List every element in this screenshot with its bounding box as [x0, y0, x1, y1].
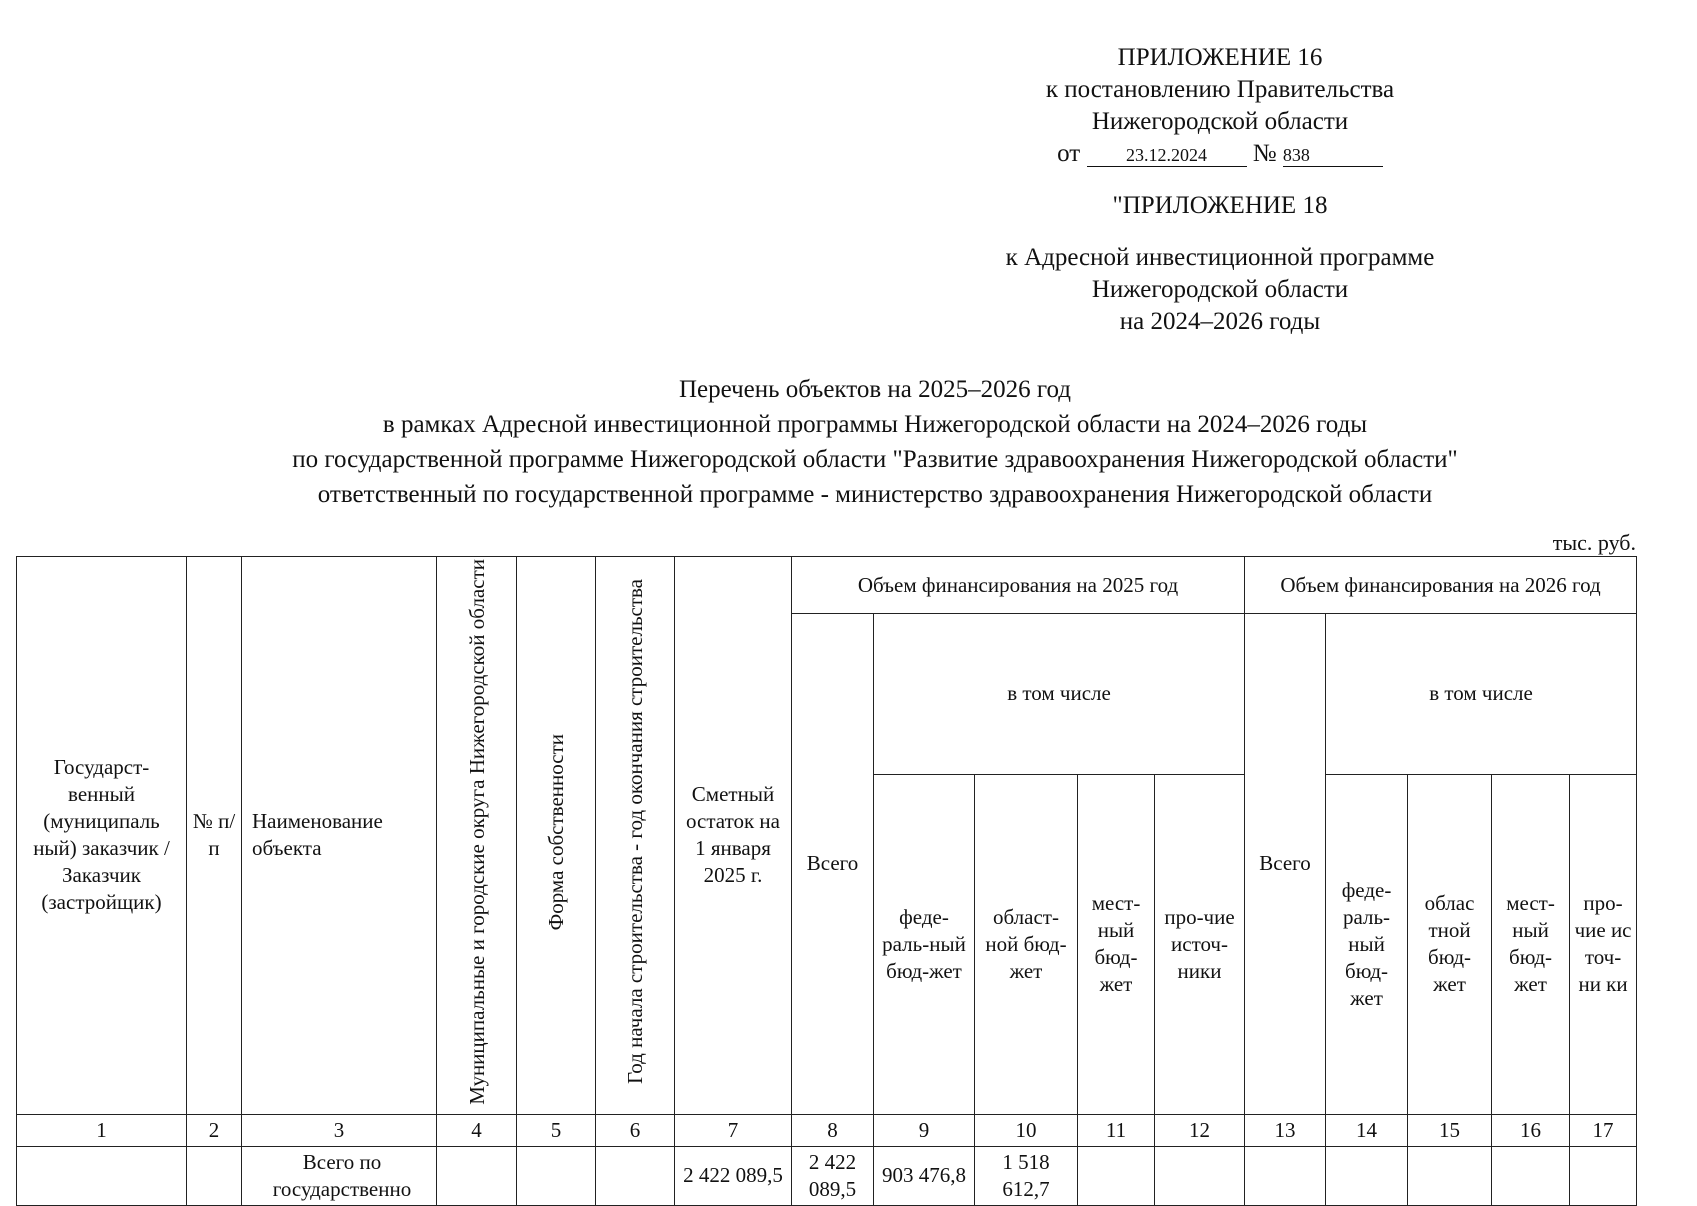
- header-ownership-text: Форма собственности: [544, 733, 568, 931]
- header-other-2025: про-чие источ-ники: [1155, 774, 1245, 1114]
- cell-total-2025: 2 422 089,5: [792, 1146, 874, 1205]
- cell-object-name: Всего по государственно: [242, 1146, 437, 1205]
- header-num: № п/п: [187, 557, 242, 1115]
- table-row: [17, 1146, 1637, 1205]
- appendix-number: 838: [1283, 144, 1383, 167]
- cell-municipal: [437, 1146, 517, 1205]
- appendix-title: ПРИЛОЖЕНИЕ 16: [1117, 44, 1323, 71]
- title-line-1: Перечень объектов на 2025–2026 год: [678, 376, 1072, 403]
- header-local-2025: мест-ный бюд-жет: [1078, 774, 1155, 1114]
- cell-regional-2026: [1408, 1146, 1492, 1205]
- col-num: 6: [596, 1114, 675, 1146]
- col-num: 8: [792, 1114, 874, 1146]
- cell-local-2025: [1078, 1146, 1155, 1205]
- appendix-line-2: Нижегородской области: [1091, 108, 1349, 135]
- header-estimate: Сметный остаток на 1 января 2025 г.: [675, 557, 792, 1115]
- cell-estimate: 2 422 089,5: [675, 1146, 792, 1205]
- col-num: 11: [1078, 1114, 1155, 1146]
- col-num: 12: [1155, 1114, 1245, 1146]
- header-fin-2025: Объем финансирования на 2025 год: [792, 557, 1245, 614]
- col-num: 2: [187, 1114, 242, 1146]
- header-local-2026: мест-ный бюд-жет: [1492, 774, 1570, 1114]
- header-total-2026: Всего: [1245, 614, 1326, 1115]
- appendix2-block: [960, 242, 1480, 338]
- col-num: 9: [874, 1114, 975, 1146]
- cell-regional-2025: 1 518 612,7: [975, 1146, 1078, 1205]
- col-num: 15: [1408, 1114, 1492, 1146]
- title-line-2: в рамках Адресной инвестиционной программы Нижегородской области на 2024–2026 годы: [382, 411, 1368, 438]
- header-years: [596, 557, 675, 1115]
- appendix-date: 23.12.2024: [1087, 144, 1247, 167]
- header-customer: Государст-венный (муниципаль ный) заказчик / Заказчик (застройщик): [17, 557, 187, 1115]
- header-ownership: [517, 557, 596, 1115]
- title-line-3: по государственной программе Нижегородской области "Развитие здравоохранения Нижегородской области": [292, 446, 1458, 473]
- col-num: 10: [975, 1114, 1078, 1146]
- header-municipal-text: Муниципальные и городские округа Нижегородской области: [464, 559, 489, 1105]
- appendix2-line-3: на 2024–2026 годы: [1119, 308, 1321, 335]
- document-title: [150, 372, 1600, 512]
- col-num: 3: [242, 1114, 437, 1146]
- col-num: 1: [17, 1114, 187, 1146]
- col-num: 4: [437, 1114, 517, 1146]
- cell-federal-2025: 903 476,8: [874, 1146, 975, 1205]
- number-label: №: [1252, 140, 1277, 167]
- col-num: 5: [517, 1114, 596, 1146]
- header-municipal: [437, 557, 517, 1115]
- column-number-row: [17, 1114, 1637, 1146]
- header-federal-2026: феде-раль-ный бюд-жет: [1326, 774, 1408, 1114]
- appendix2-line-1: к Адресной инвестиционной программе: [1005, 244, 1435, 271]
- header-object-name: Наименование объекта: [242, 557, 437, 1115]
- cell-total-2026: [1245, 1146, 1326, 1205]
- cell-ownership: [517, 1146, 596, 1205]
- col-num: 7: [675, 1114, 792, 1146]
- col-num: 16: [1492, 1114, 1570, 1146]
- appendix-block: [1000, 42, 1440, 170]
- col-num: 14: [1326, 1114, 1408, 1146]
- cell-num: [187, 1146, 242, 1205]
- appendix-date-line: [1000, 138, 1440, 170]
- appendix2-title: "ПРИЛОЖЕНИЕ 18: [1112, 192, 1328, 219]
- header-total-2025: Всего: [792, 614, 874, 1115]
- appendix2-line-2: Нижегородской области: [1091, 276, 1349, 303]
- appendix2-title-block: [1000, 190, 1440, 222]
- title-line-4: ответственный по государственной программе - министерство здравоохранения Нижегородской области: [317, 481, 1433, 508]
- units-label: тыс. руб.: [1552, 530, 1636, 555]
- col-num: 17: [1570, 1114, 1637, 1146]
- cell-federal-2026: [1326, 1146, 1408, 1205]
- header-regional-2026: облас тной бюд-жет: [1408, 774, 1492, 1114]
- cell-other-2025: [1155, 1146, 1245, 1205]
- from-label: от: [1057, 140, 1081, 167]
- header-years-text: Год начала строительства - год окончания строительства: [623, 579, 647, 1085]
- appendix-line-1: к постановлению Правительства: [1045, 76, 1395, 103]
- cell-other-2026: [1570, 1146, 1637, 1205]
- header-including-2025: в том числе: [874, 614, 1245, 775]
- header-fin-2026: Объем финансирования на 2026 год: [1245, 557, 1637, 614]
- col-num: 13: [1245, 1114, 1326, 1146]
- header-other-2026: про-чие ис точ-ни ки: [1570, 774, 1637, 1114]
- cell-local-2026: [1492, 1146, 1570, 1205]
- header-regional-2025: област-ной бюд-жет: [975, 774, 1078, 1114]
- header-row-1: [17, 557, 1637, 614]
- cell-customer: [17, 1146, 187, 1205]
- header-including-2026: в том числе: [1326, 614, 1637, 775]
- cell-years: [596, 1146, 675, 1205]
- financing-table: [16, 556, 1637, 1206]
- header-federal-2025: феде-раль-ный бюд-жет: [874, 774, 975, 1114]
